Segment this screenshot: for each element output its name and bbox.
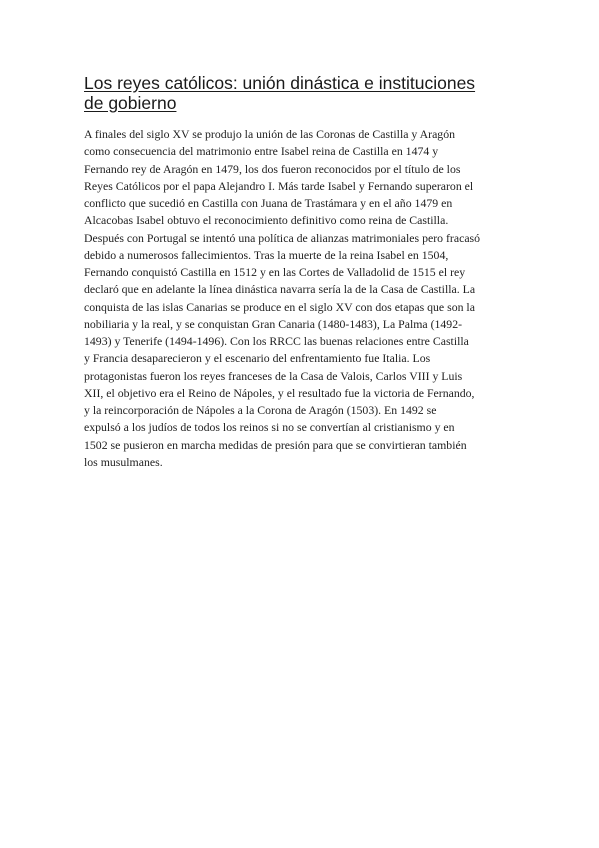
body-line: Fernando rey de Aragón en 1479, los dos fueron reconocidos por el título de los [84, 161, 461, 176]
title-line: de gobierno [84, 93, 177, 113]
document-title [84, 73, 514, 113]
body-line: declaró que en adelante la línea dinástica navarra sería la de la Casa de Castilla. La [84, 282, 476, 297]
body-line: 1493) y Tenerife (1494-1496). Con los RRCC las buenas relaciones entre Castilla [84, 334, 469, 348]
body-line: protagonistas fueron los reyes franceses de la Casa de Valois, Carlos VIII y Luis [84, 368, 463, 383]
body-line: Después con Portugal se intentó una política de alianzas matrimoniales pero fracasó [84, 230, 481, 245]
body-line: y Francia desaparecieron y el escenario del enfrentamiento fue Italia. Los [84, 351, 431, 366]
body-line: conflicto que sucedió en Castilla con Juana de Trastámara y en el año 1479 en [84, 196, 453, 210]
body-line: como consecuencia del matrimonio entre Isabel reina de Castilla en 1474 y [84, 144, 439, 159]
body-line: Reyes Católicos por el papa Alejandro I. Más tarde Isabel y Fernando superaron el [84, 178, 474, 193]
body-line: debido a numerosos fallecimientos. Tras la muerte de la reina Isabel en 1504, [84, 247, 449, 262]
body-line: Alcacobas Isabel obtuvo el reconocimiento definitivo como reina de Castilla. [84, 213, 449, 228]
body-line: XII, el objetivo era el Reino de Nápoles, y el resultado fue la victoria de Fernando, [84, 385, 475, 400]
body-line: Fernando conquistó Castilla en 1512 y en las Cortes de Valladolid de 1515 el rey [84, 265, 466, 279]
body-line: A finales del siglo XV se produjo la unión de las Coronas de Castilla y Aragón [84, 127, 456, 141]
body-line: nobiliaria y la real, y se conquistan Gran Canaria (1480-1483), La Palma (1492- [84, 316, 463, 331]
body-line: expulsó a los judíos de todos los reinos si no se convertían al cristianismo y en [84, 420, 455, 435]
body-line: 1502 se pusieron en marcha medidas de presión para que se convirtieran también [84, 437, 467, 452]
title-line: Los reyes católicos: unión dinástica e instituciones [84, 73, 476, 93]
body-paragraph [84, 126, 514, 471]
body-line: los musulmanes. [84, 454, 163, 469]
body-line: conquista de las islas Canarias se produce en el siglo XV con dos etapas que son la [84, 299, 475, 314]
body-line: y la reincorporación de Nápoles a la Corona de Aragón (1503). En 1492 se [84, 403, 437, 417]
